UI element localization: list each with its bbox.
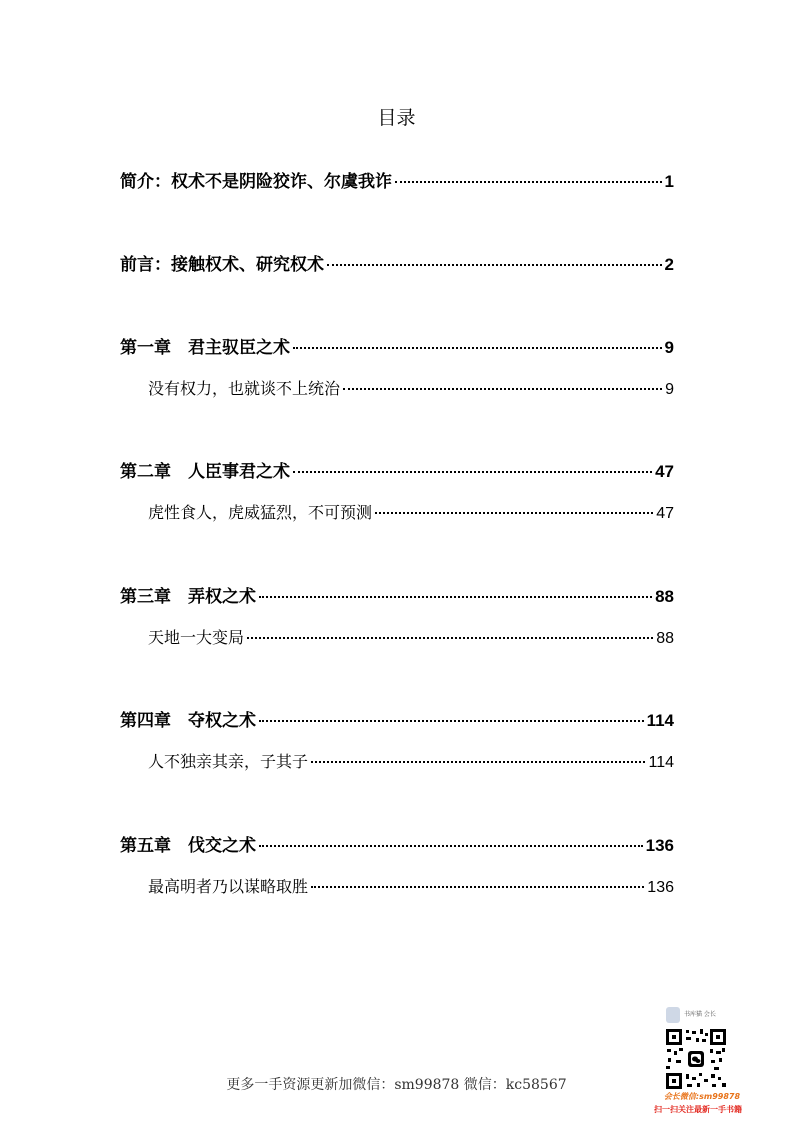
toc-entry-section-5-1[interactable] xyxy=(148,875,674,900)
promo-header-text: 书库猫 会长 xyxy=(684,1011,716,1018)
toc-entry-label: 第五章 伐交之术 xyxy=(120,836,256,856)
dot-leader xyxy=(311,886,644,888)
dot-leader xyxy=(293,471,652,473)
toc-entry-page: 1 xyxy=(664,172,674,191)
toc-entry-label: 第四章 夺权之术 xyxy=(120,711,256,731)
qr-code-icon[interactable] xyxy=(664,1027,728,1091)
dot-leader xyxy=(395,181,662,183)
dot-leader xyxy=(311,761,645,763)
toc-entry-label: 天地一大变局 xyxy=(148,628,245,647)
toc-entry-section-2-1[interactable] xyxy=(148,501,674,526)
toc-entry-chapter-3[interactable] xyxy=(120,585,674,609)
toc-entry-label: 前言：接触权术、研究权术 xyxy=(120,255,324,275)
toc-entry-section-3-1[interactable] xyxy=(148,626,674,651)
toc-entry-intro[interactable] xyxy=(120,170,674,194)
toc-entry-label: 第一章 君主驭臣之术 xyxy=(120,338,290,358)
toc-entry-page: 136 xyxy=(645,836,674,855)
promo-header xyxy=(666,1007,726,1023)
toc-entry-chapter-5[interactable] xyxy=(120,834,674,858)
toc-entry-label: 第二章 人臣事君之术 xyxy=(120,462,290,482)
toc-entry-section-4-1[interactable] xyxy=(148,750,674,775)
promo-scan-text: 扫一扫关注最新一手书籍 xyxy=(654,1105,742,1114)
toc-entry-label: 最高明者乃以谋略取胜 xyxy=(148,877,309,896)
toc-entry-label: 人不独亲其亲，子其子 xyxy=(148,752,309,771)
toc-entry-label: 没有权力，也就谈不上统治 xyxy=(148,379,341,398)
toc-entry-page: 136 xyxy=(647,879,674,896)
dot-leader xyxy=(247,637,653,639)
toc-entry-chapter-4[interactable] xyxy=(120,709,674,733)
dot-leader xyxy=(375,512,653,514)
toc-entry-page: 88 xyxy=(656,630,674,647)
toc-entry-page: 114 xyxy=(648,754,674,771)
footer-contact-text: 更多一手资源更新加微信：sm99878 微信：kc58567 xyxy=(226,1077,567,1093)
dot-leader xyxy=(343,388,662,390)
toc-entry-chapter-2[interactable] xyxy=(120,460,674,484)
toc-entry-page: 2 xyxy=(664,255,674,274)
toc-entry-page: 114 xyxy=(646,711,674,730)
toc-entry-chapter-1[interactable] xyxy=(120,336,674,360)
toc-entry-page: 47 xyxy=(656,505,674,522)
dot-leader xyxy=(259,596,652,598)
dot-leader xyxy=(259,845,643,847)
promo-wechat-id: 会长微信:sm99878 xyxy=(663,1092,741,1101)
toc-entry-section-1-1[interactable] xyxy=(148,377,674,402)
toc-entry-preface[interactable] xyxy=(120,253,674,277)
toc-title: 目录 xyxy=(377,107,416,129)
dot-leader xyxy=(327,264,662,266)
promo-qr-card xyxy=(638,1005,758,1117)
toc-entry-label: 虎性食人，虎威猛烈，不可预测 xyxy=(148,503,373,522)
toc-entry-page: 47 xyxy=(655,462,674,481)
toc-entry-label: 第三章 弄权之术 xyxy=(120,587,256,607)
dot-leader xyxy=(293,347,662,349)
toc-entry-page: 88 xyxy=(655,587,674,606)
toc-entry-page: 9 xyxy=(665,381,674,398)
toc-entry-label: 简介：权术不是阴险狡诈、尔虞我诈 xyxy=(120,172,392,192)
toc-entry-page: 9 xyxy=(664,338,674,357)
dot-leader xyxy=(259,720,644,722)
avatar xyxy=(666,1007,680,1023)
